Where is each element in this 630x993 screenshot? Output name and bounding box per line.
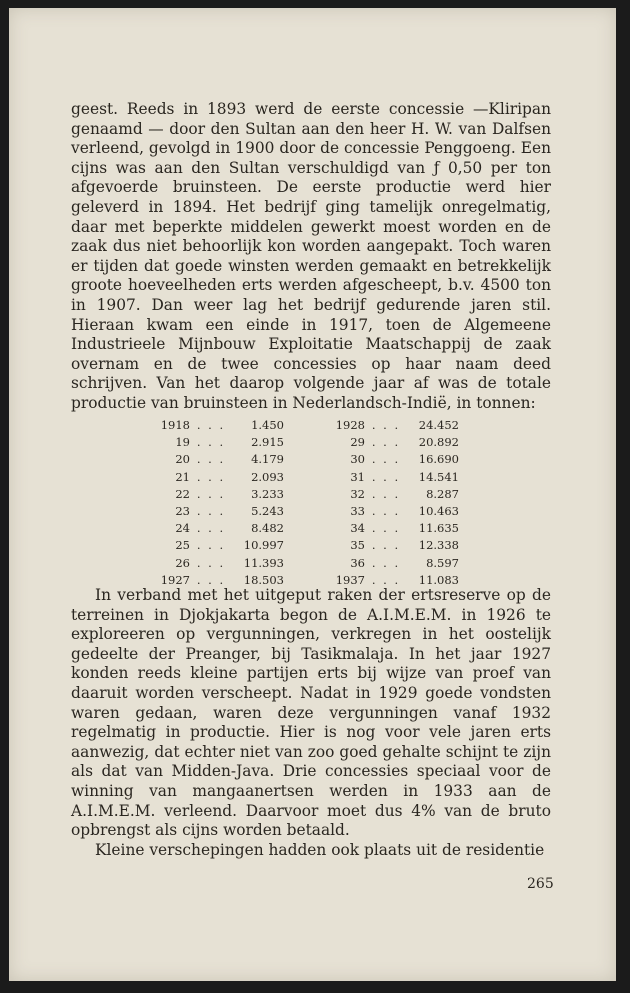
table-year: 35 [350,538,365,553]
table-year: 21 [175,469,190,484]
table-value: 12.338 [418,538,459,553]
table-leader: . . . [196,452,226,467]
table-row [154,520,289,537]
table-row [154,469,289,486]
table-row [329,417,469,434]
table-value: 11.083 [418,572,459,587]
table-year: 1937 [335,572,365,587]
table-row [329,434,469,451]
table-leader: . . . [371,435,401,450]
paragraph-2-text: In verband met het uitgeput raken der ertsreserve op de terreinen in Djokjakarta begon de A.I.M.E.M. in 1926 te exploreeren op vergunningen, verkregen in het oostelijk gedeelte der Preanger, bij Tasikmalaja. In het jaar 1927 konden reeds kleine partijen erts bij wijze van proef van daaruit worden verscheept. Nadat in 1929 goede vondsten waren gedaan, waren deze vergunningen vanaf 1932 regelmatig in productie. Hier is nog voor vele jaren erts aanwezig, dat echter niet van zoo goed gehalte schijnt te zijn als dat van Midden-Java. Drie concessies speciaal voor de winning van mangaanertsen werden in 1933 aan de A.I.M.E.M. verleend. Daarvoor moet dus 4% van de bruto opbrengst als cijns worden betaald. [71,586,551,840]
table-year: 1918 [160,418,190,432]
table-leader: . . . [371,521,401,536]
table-year: 29 [350,435,365,450]
table-leader: . . . [196,469,226,484]
table-leader: . . . [196,486,226,501]
table-row [154,486,289,503]
table-value: 5.243 [251,503,284,518]
table-value: 1.450 [251,418,284,432]
table-row [154,537,289,554]
paragraph-3-text: Kleine verschepingen hadden ook plaats uit de residentie [95,840,545,859]
page-number: 265 [527,876,554,892]
table-value: 14.541 [418,469,459,484]
table-leader: . . . [196,418,226,432]
table-leader: . . . [196,538,226,553]
table-value: 10.997 [243,538,284,553]
table-year: 32 [350,486,365,501]
table-leader: . . . [196,572,226,587]
paragraph-1-text: geest. Reeds in 1893 werd de eerste concessie —Kliripan genaamd — door den Sultan aan den heer H. W. van Dalfsen verleend, gevolgd in 1900 door de concessie Penggoeng. Een cijns was aan den Sultan verschuldigd van ƒ 0,50 per ton afgevoerde bruinsteen. De eerste productie werd hier geleverd in 1894. Het bedrijf ging tamelijk onregelmatig, daar met beperkte middelen gewerkt moest worden en de zaak dus niet behoorlijk kon worden aangepakt. Toch waren er tijden dat goede winsten werden gemaakt en betrekkelijk groote hoeveelheden erts werden afgescheept, b.v. 4500 ton in 1907. Dan weer lag het bedrijf gedurende jaren stil. Hieraan kwam een einde in 1917, toen de Algemeene Industrieele Mijnbouw Exploitatie Maatschappij de zaak overnam en de twee concessies op haar naam deed schrijven. Van het daarop volgende jaar af was de totale productie van bruinsteen in Nederlandsch-Indië, in tonnen: [71,100,551,412]
table-row [329,503,469,520]
table-row [329,555,469,572]
scan-border-top [0,0,630,8]
table-row [154,555,289,572]
table-value: 2.093 [251,469,284,484]
table-year: 24 [175,521,190,536]
table-leader: . . . [371,555,401,570]
table-year: 33 [350,503,365,518]
table-year: 1927 [160,572,190,587]
table-row [329,486,469,503]
scan-border-right [616,0,630,993]
table-year: 23 [175,503,190,518]
table-leader: . . . [371,572,401,587]
table-year: 19 [175,435,190,450]
table-leader: . . . [196,521,226,536]
scan-border-bottom [0,981,630,993]
book-page [9,8,616,981]
table-row [154,417,289,434]
table-leader: . . . [371,538,401,553]
paragraph-2 [71,586,551,860]
table-leader: . . . [196,503,226,518]
table-year: 25 [175,538,190,553]
table-column-right [329,417,469,589]
table-row [329,469,469,486]
paragraph-1 [71,100,551,414]
table-year: 31 [350,469,365,484]
table-year: 36 [350,555,365,570]
table-value: 2.915 [251,435,284,450]
table-row [154,434,289,451]
table-year: 30 [350,452,365,467]
table-leader: . . . [371,469,401,484]
table-value: 18.503 [243,572,284,587]
table-row [154,451,289,468]
table-row [329,520,469,537]
table-year: 22 [175,486,190,501]
table-value: 8.597 [426,555,459,570]
table-leader: . . . [196,555,226,570]
table-year: 20 [175,452,190,467]
table-column-left [154,417,289,589]
table-value: 4.179 [251,452,284,467]
table-value: 8.287 [426,486,459,501]
table-leader: . . . [371,452,401,467]
table-leader: . . . [371,503,401,518]
table-value: 24.452 [418,418,459,432]
table-row [329,451,469,468]
table-leader: . . . [371,418,401,432]
table-value: 20.892 [418,435,459,450]
table-value: 11.393 [243,555,284,570]
table-value: 11.635 [418,521,459,536]
table-value: 8.482 [251,521,284,536]
table-year: 1928 [335,418,365,432]
table-leader: . . . [371,486,401,501]
table-year: 26 [175,555,190,570]
table-value: 10.463 [418,503,459,518]
table-row [329,537,469,554]
table-leader: . . . [196,435,226,450]
table-value: 3.233 [251,486,284,501]
table-value: 16.690 [418,452,459,467]
table-row [154,503,289,520]
table-year: 34 [350,521,365,536]
